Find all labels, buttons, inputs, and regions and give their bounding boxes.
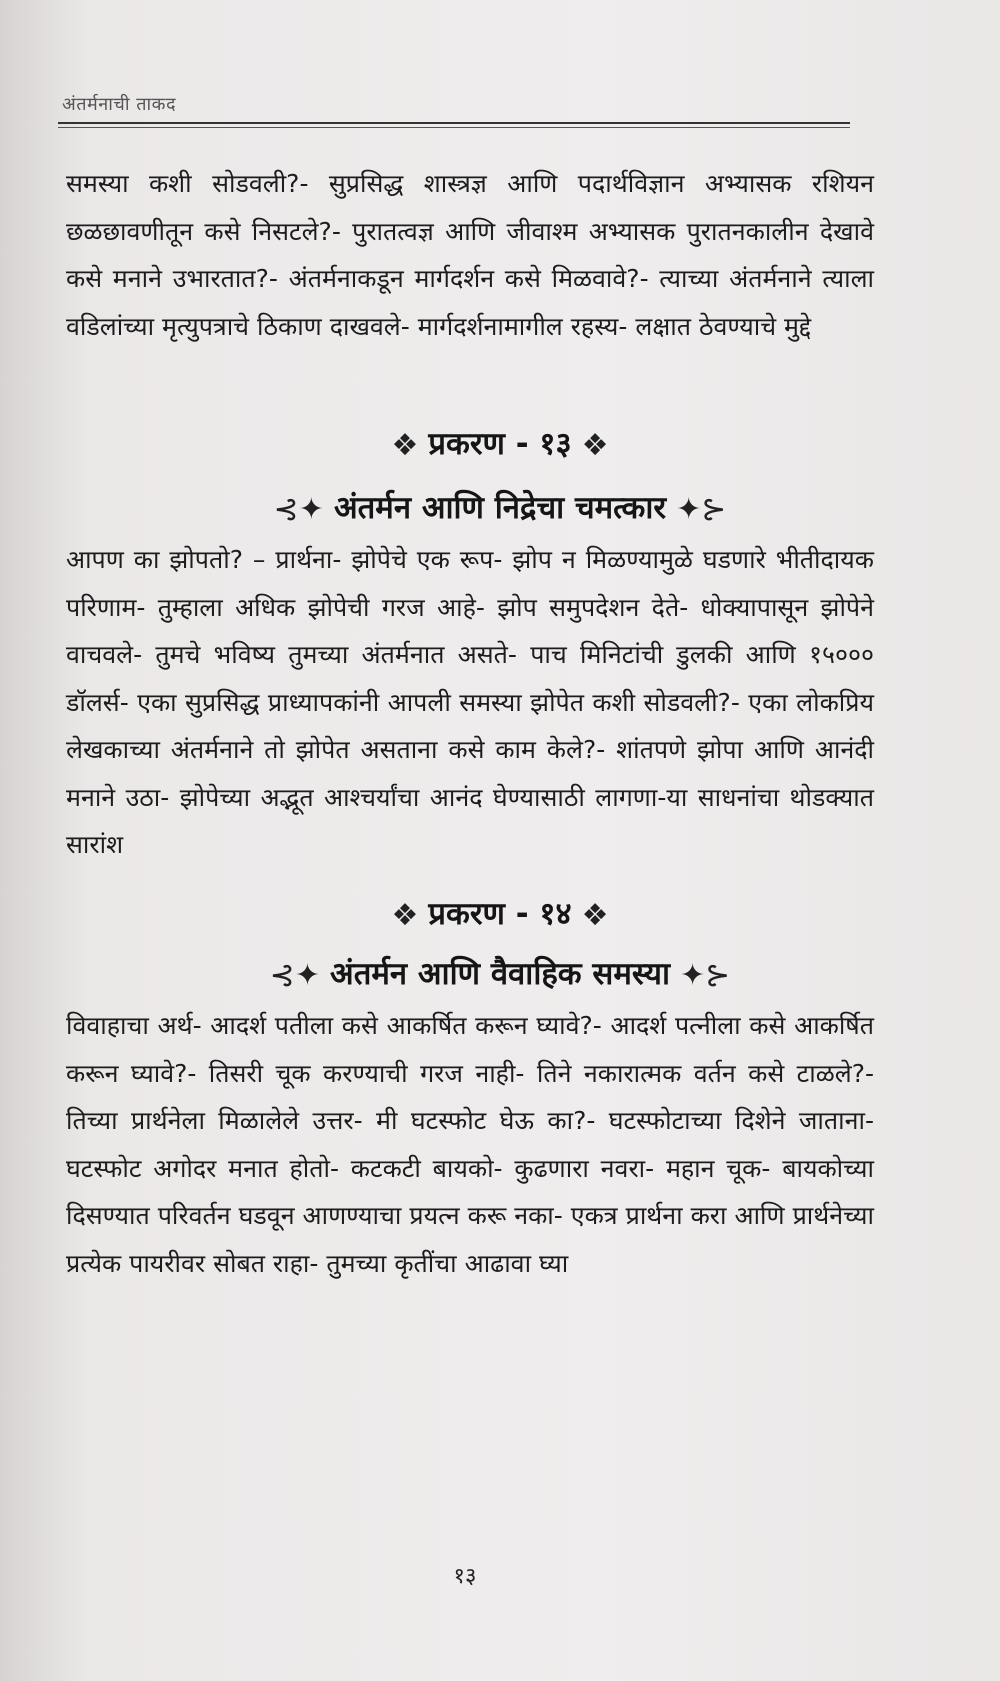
ornament-icon: ❖ bbox=[581, 428, 609, 463]
chapter-13-summary: आपण का झोपतो? – प्रार्थना- झोपेचे एक रूप- झोप न मिळण्यामुळे घडणारे भीतीदायक परिणाम- तुम्हाला अधिक झोपेची गरज आहे- झोप समुपदेशन देते- धोक्यापासून झोपेने वाचवले- तुमचे भविष्य तुमच्या अंतर्मनात असते- पाच मिनिटांची डुलकी आणि १५००० डॉलर्स- एका सुप्रसिद्ध प्राध्यापकांनी आपली समस्या झोपेत कशी सोडवली?- एका लोकप्रिय लेखकाच्या अंतर्मनाने तो झोपेत असताना कसे काम केले?- शांतपणे झोपा आणि आनंदी मनाने उठा- झोपेच्या अद्भूत आश्चर्यांचा आनंद घेण्यासाठी लागणा-या साधनांचा थोडक्यात सारांश bbox=[66, 545, 874, 859]
ornament-icon: ❖ bbox=[391, 428, 419, 463]
flourish-left-icon: ⊰✦ bbox=[269, 958, 321, 993]
flourish-right-icon: ✦⊱ bbox=[679, 958, 731, 993]
flourish-right-icon: ✦⊱ bbox=[676, 492, 727, 527]
header-rule-thin bbox=[58, 127, 850, 128]
header-rule bbox=[58, 122, 850, 124]
chapter-14-label: प्रकरण - १४ bbox=[428, 896, 572, 932]
intro-paragraph: समस्या कशी सोडवली?- सुप्रसिद्ध शास्त्रज्ञ आणि पदार्थविज्ञान अभ्यासक रशियन छळछावणीतून कसे निसटले?- पुरातत्वज्ञ आणि जीवाश्म अभ्यासक पुरातनकालीन देखावे कसे मनाने उभारतात?- अंतर्मनाकडून मार्गदर्शन कसे मिळवावे?- त्याच्या अंतर्मनाने त्याला वडिलांच्या मृत्युपत्राचे ठिकाण दाखवले- मार्गदर्शनामागील रहस्य- लक्षात ठेवण्याचे मुद्दे bbox=[66, 169, 874, 341]
chapter-14-title: अंतर्मन आणि वैवाहिक समस्या bbox=[330, 956, 670, 992]
chapter-14-title-row bbox=[0, 952, 1000, 994]
chapter-13-label: प्रकरण - १३ bbox=[428, 426, 572, 462]
running-title: अंतर्मनाची ताकद bbox=[62, 94, 177, 115]
chapter-13-label-row bbox=[0, 422, 1000, 464]
page-number: १३ bbox=[453, 1564, 477, 1589]
chapter-13-title-row bbox=[0, 486, 1000, 528]
chapter-13-title: अंतर्मन आणि निद्रेचा चमत्कार bbox=[333, 490, 667, 526]
flourish-left-icon: ⊰✦ bbox=[273, 492, 324, 527]
chapter-14-summary: विवाहाचा अर्थ- आदर्श पतीला कसे आकर्षित करून घ्यावे?- आदर्श पत्नीला कसे आकर्षित करून घ्यावे?- तिसरी चूक करण्याची गरज नाही- तिने नकारात्मक वर्तन कसे टाळले?- तिच्या प्रार्थनेला मिळालेले उत्तर- मी घटस्फोट घेऊ का?- घटस्फोटाच्या दिशेने जाताना- घटस्फोट अगोदर मनात होतो- कटकटी बायको- कुढणारा नवरा- महान चूक- बायकोच्या दिसण्यात परिवर्तन घडवून आणण्याचा प्रयत्न करू नका- एकत्र प्रार्थना करा आणि प्रार्थनेच्या प्रत्येक पायरीवर सोबत राहा- तुमच्या कृतींचा आढावा घ्या bbox=[66, 1011, 874, 1278]
ornament-icon: ❖ bbox=[391, 898, 419, 933]
chapter-14-label-row bbox=[0, 892, 1000, 934]
ornament-icon: ❖ bbox=[581, 898, 609, 933]
